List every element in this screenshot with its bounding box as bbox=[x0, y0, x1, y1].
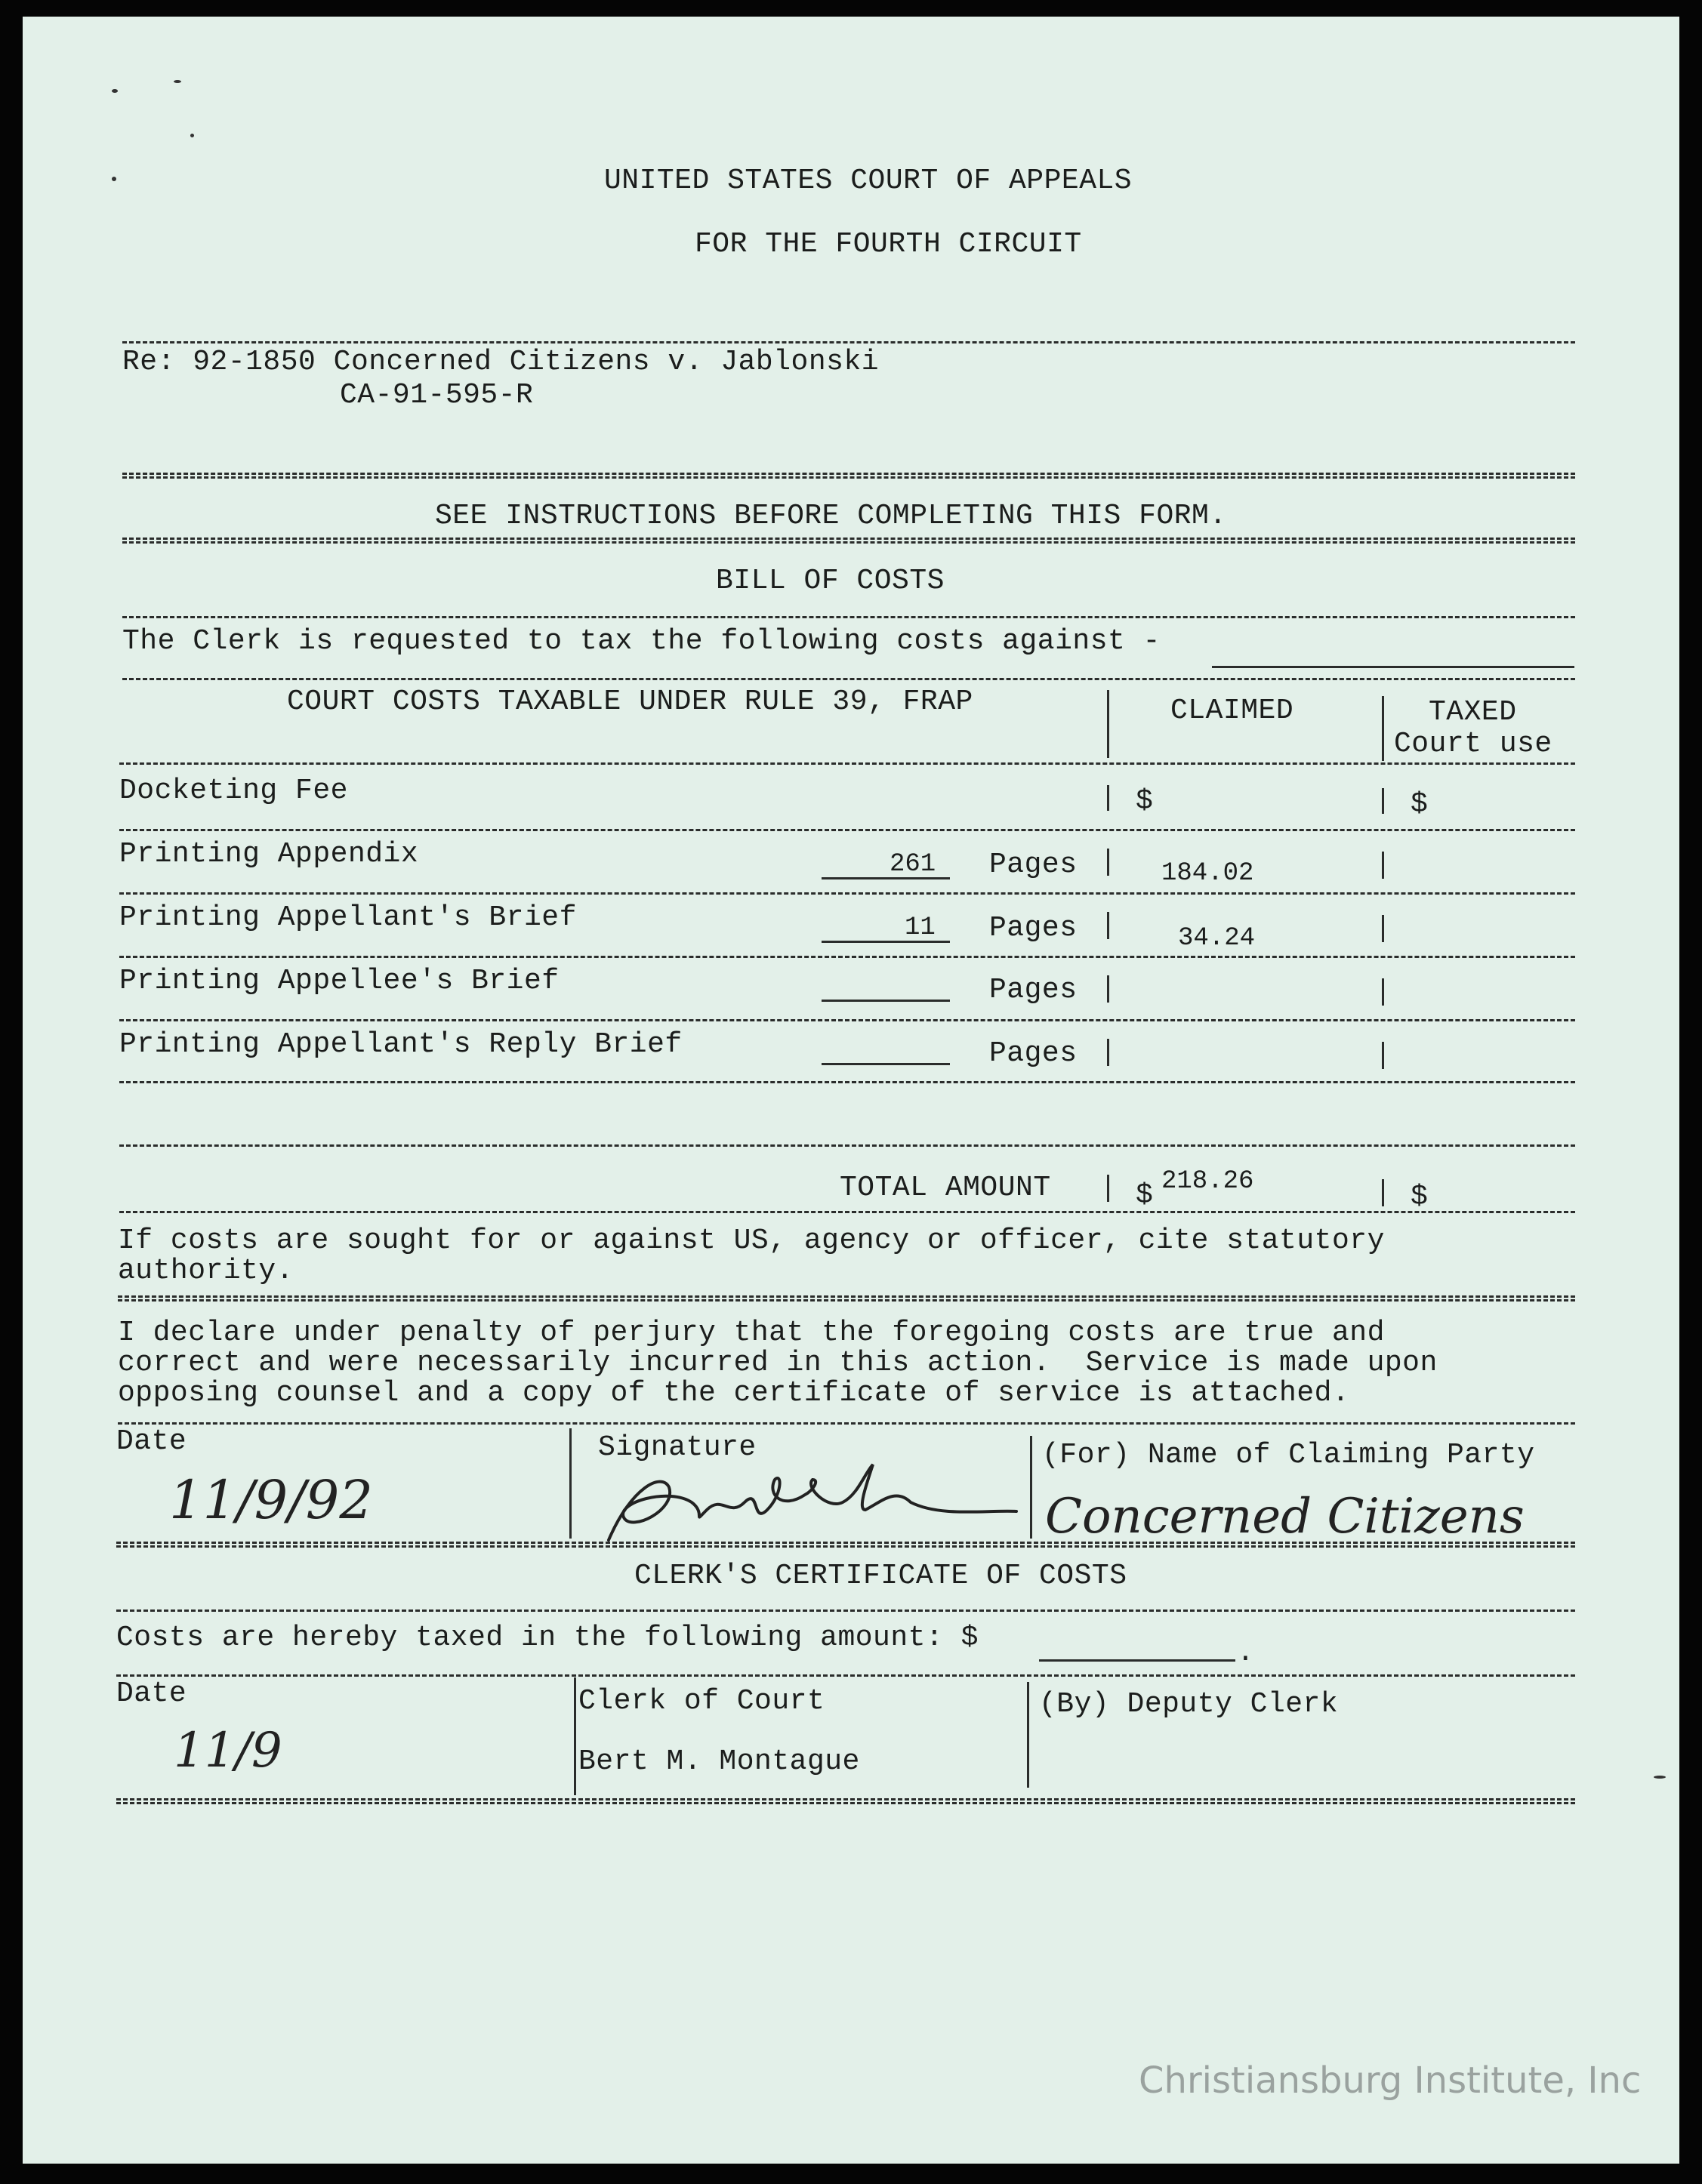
column-separator bbox=[1107, 690, 1109, 758]
taxed-amount-period: . bbox=[1237, 1637, 1255, 1669]
declaration-line1: I declare under penalty of perjury that the foregoing costs are true and bbox=[118, 1317, 1385, 1349]
row-label-appellee-brief: Printing Appellee's Brief bbox=[119, 965, 560, 997]
divider bbox=[122, 616, 1575, 618]
divider bbox=[119, 956, 1575, 958]
claimed-currency: $ bbox=[1136, 785, 1154, 818]
statutory-note-line2: authority. bbox=[118, 1255, 294, 1287]
pages-label: Pages bbox=[989, 849, 1078, 881]
divider bbox=[119, 892, 1575, 895]
paper-speck bbox=[1654, 1776, 1666, 1779]
divider bbox=[119, 1211, 1575, 1213]
divider bbox=[119, 762, 1575, 765]
column-separator bbox=[1107, 849, 1109, 876]
paper-speck bbox=[190, 134, 194, 137]
clerk-name: Bert M. Montague bbox=[578, 1745, 860, 1778]
divider bbox=[118, 1422, 1575, 1425]
pages-label: Pages bbox=[989, 974, 1078, 1006]
total-claimed-value: 218.26 bbox=[1161, 1167, 1254, 1196]
double-divider bbox=[116, 1798, 1575, 1804]
divider bbox=[122, 678, 1575, 680]
pages-label: Pages bbox=[989, 1037, 1078, 1070]
taxed-currency: $ bbox=[1411, 788, 1429, 821]
column-separator bbox=[574, 1677, 576, 1795]
taxed-column-header: TAXED bbox=[1429, 696, 1517, 729]
party-blank bbox=[1212, 666, 1574, 668]
form-title: BILL OF COSTS bbox=[716, 565, 945, 597]
divider bbox=[119, 1144, 1575, 1147]
court-title: UNITED STATES COURT OF APPEALS bbox=[604, 165, 1133, 197]
row-label-docketing: Docketing Fee bbox=[119, 775, 348, 807]
appendix-claimed-value: 184.02 bbox=[1161, 859, 1254, 888]
column-separator bbox=[1382, 915, 1384, 942]
statutory-note-line1: If costs are sought for or against US, agency or officer, cite statutory bbox=[118, 1224, 1385, 1257]
column-separator bbox=[1027, 1682, 1029, 1788]
row-label-reply-brief: Printing Appellant's Reply Brief bbox=[119, 1028, 683, 1061]
column-separator bbox=[1382, 852, 1384, 879]
column-separator bbox=[1382, 696, 1384, 761]
re-line: Re: 92-1850 Concerned Citizens v. Jablonski bbox=[122, 346, 880, 378]
divider bbox=[119, 1019, 1575, 1021]
date-label: Date bbox=[116, 1425, 187, 1458]
column-separator bbox=[1107, 912, 1109, 939]
divider bbox=[119, 829, 1575, 831]
double-divider bbox=[118, 1295, 1575, 1301]
tax-request: The Clerk is requested to tax the following costs against - bbox=[122, 625, 1161, 658]
total-claimed-currency: $ bbox=[1136, 1179, 1154, 1212]
circuit-title: FOR THE FOURTH CIRCUIT bbox=[695, 228, 1082, 260]
appellant-brief-pages-value: 11 bbox=[905, 913, 936, 942]
clerk-date-label: Date bbox=[116, 1677, 187, 1710]
column-separator bbox=[1107, 1175, 1109, 1202]
handwritten-signature bbox=[578, 1457, 1031, 1555]
column-separator bbox=[569, 1428, 572, 1539]
claimed-column-header: CLAIMED bbox=[1170, 695, 1294, 727]
watermark: Christiansburg Institute, Inc bbox=[1139, 2059, 1642, 2102]
pages-blank bbox=[822, 877, 950, 879]
appendix-pages-value: 261 bbox=[890, 850, 936, 879]
double-divider bbox=[116, 1542, 1575, 1548]
taxed-amount-line: Costs are hereby taxed in the following amount: $ bbox=[116, 1622, 979, 1654]
divider bbox=[116, 1610, 1575, 1612]
row-label-appendix: Printing Appendix bbox=[119, 838, 419, 870]
instructions-notice: SEE INSTRUCTIONS BEFORE COMPLETING THIS FORM. bbox=[435, 500, 1227, 532]
total-amount-label: TOTAL AMOUNT bbox=[840, 1172, 1051, 1204]
clerk-certificate-title: CLERK'S CERTIFICATE OF COSTS bbox=[634, 1560, 1127, 1592]
handwritten-date: 11/9/92 bbox=[169, 1469, 373, 1531]
signature-label: Signature bbox=[598, 1431, 757, 1464]
handwritten-claiming-party: Concerned Citizens bbox=[1045, 1489, 1525, 1545]
handwritten-clerk-date: 11/9 bbox=[174, 1723, 282, 1779]
double-divider bbox=[122, 538, 1575, 544]
paper-speck bbox=[174, 80, 181, 83]
pages-label: Pages bbox=[989, 912, 1078, 944]
deputy-clerk-label: (By) Deputy Clerk bbox=[1039, 1688, 1339, 1720]
column-separator bbox=[1107, 975, 1109, 1003]
column-separator bbox=[1382, 1179, 1384, 1206]
costs-column-header: COURT COSTS TAXABLE UNDER RULE 39, FRAP bbox=[287, 685, 973, 718]
column-separator bbox=[1382, 978, 1384, 1006]
case-number: CA-91-595-R bbox=[340, 379, 534, 411]
paper-speck bbox=[112, 89, 118, 93]
column-separator bbox=[1107, 1039, 1109, 1066]
appellant-brief-claimed-value: 34.24 bbox=[1178, 924, 1256, 953]
declaration-line2: correct and were necessarily incurred in this action. Service is made upon bbox=[118, 1347, 1438, 1379]
column-separator bbox=[1382, 1042, 1384, 1069]
divider bbox=[119, 1081, 1575, 1083]
taxed-amount-blank bbox=[1039, 1659, 1235, 1662]
paper-speck bbox=[112, 177, 116, 181]
divider bbox=[116, 1674, 1575, 1677]
row-label-appellant-brief: Printing Appellant's Brief bbox=[119, 901, 577, 934]
divider bbox=[122, 341, 1575, 343]
column-separator bbox=[1382, 788, 1384, 814]
column-separator bbox=[1030, 1436, 1032, 1539]
claiming-party-label: (For) Name of Claiming Party bbox=[1042, 1439, 1535, 1471]
column-separator bbox=[1107, 785, 1109, 811]
declaration-line3: opposing counsel and a copy of the certificate of service is attached. bbox=[118, 1377, 1350, 1409]
pages-blank bbox=[822, 1000, 950, 1002]
taxed-court-use: Court use bbox=[1394, 728, 1552, 760]
bill-of-costs-form bbox=[23, 17, 1679, 2164]
clerk-of-court-label: Clerk of Court bbox=[578, 1685, 825, 1717]
pages-blank bbox=[822, 941, 950, 943]
double-divider bbox=[122, 473, 1575, 479]
pages-blank bbox=[822, 1063, 950, 1065]
total-taxed-currency: $ bbox=[1411, 1181, 1429, 1213]
